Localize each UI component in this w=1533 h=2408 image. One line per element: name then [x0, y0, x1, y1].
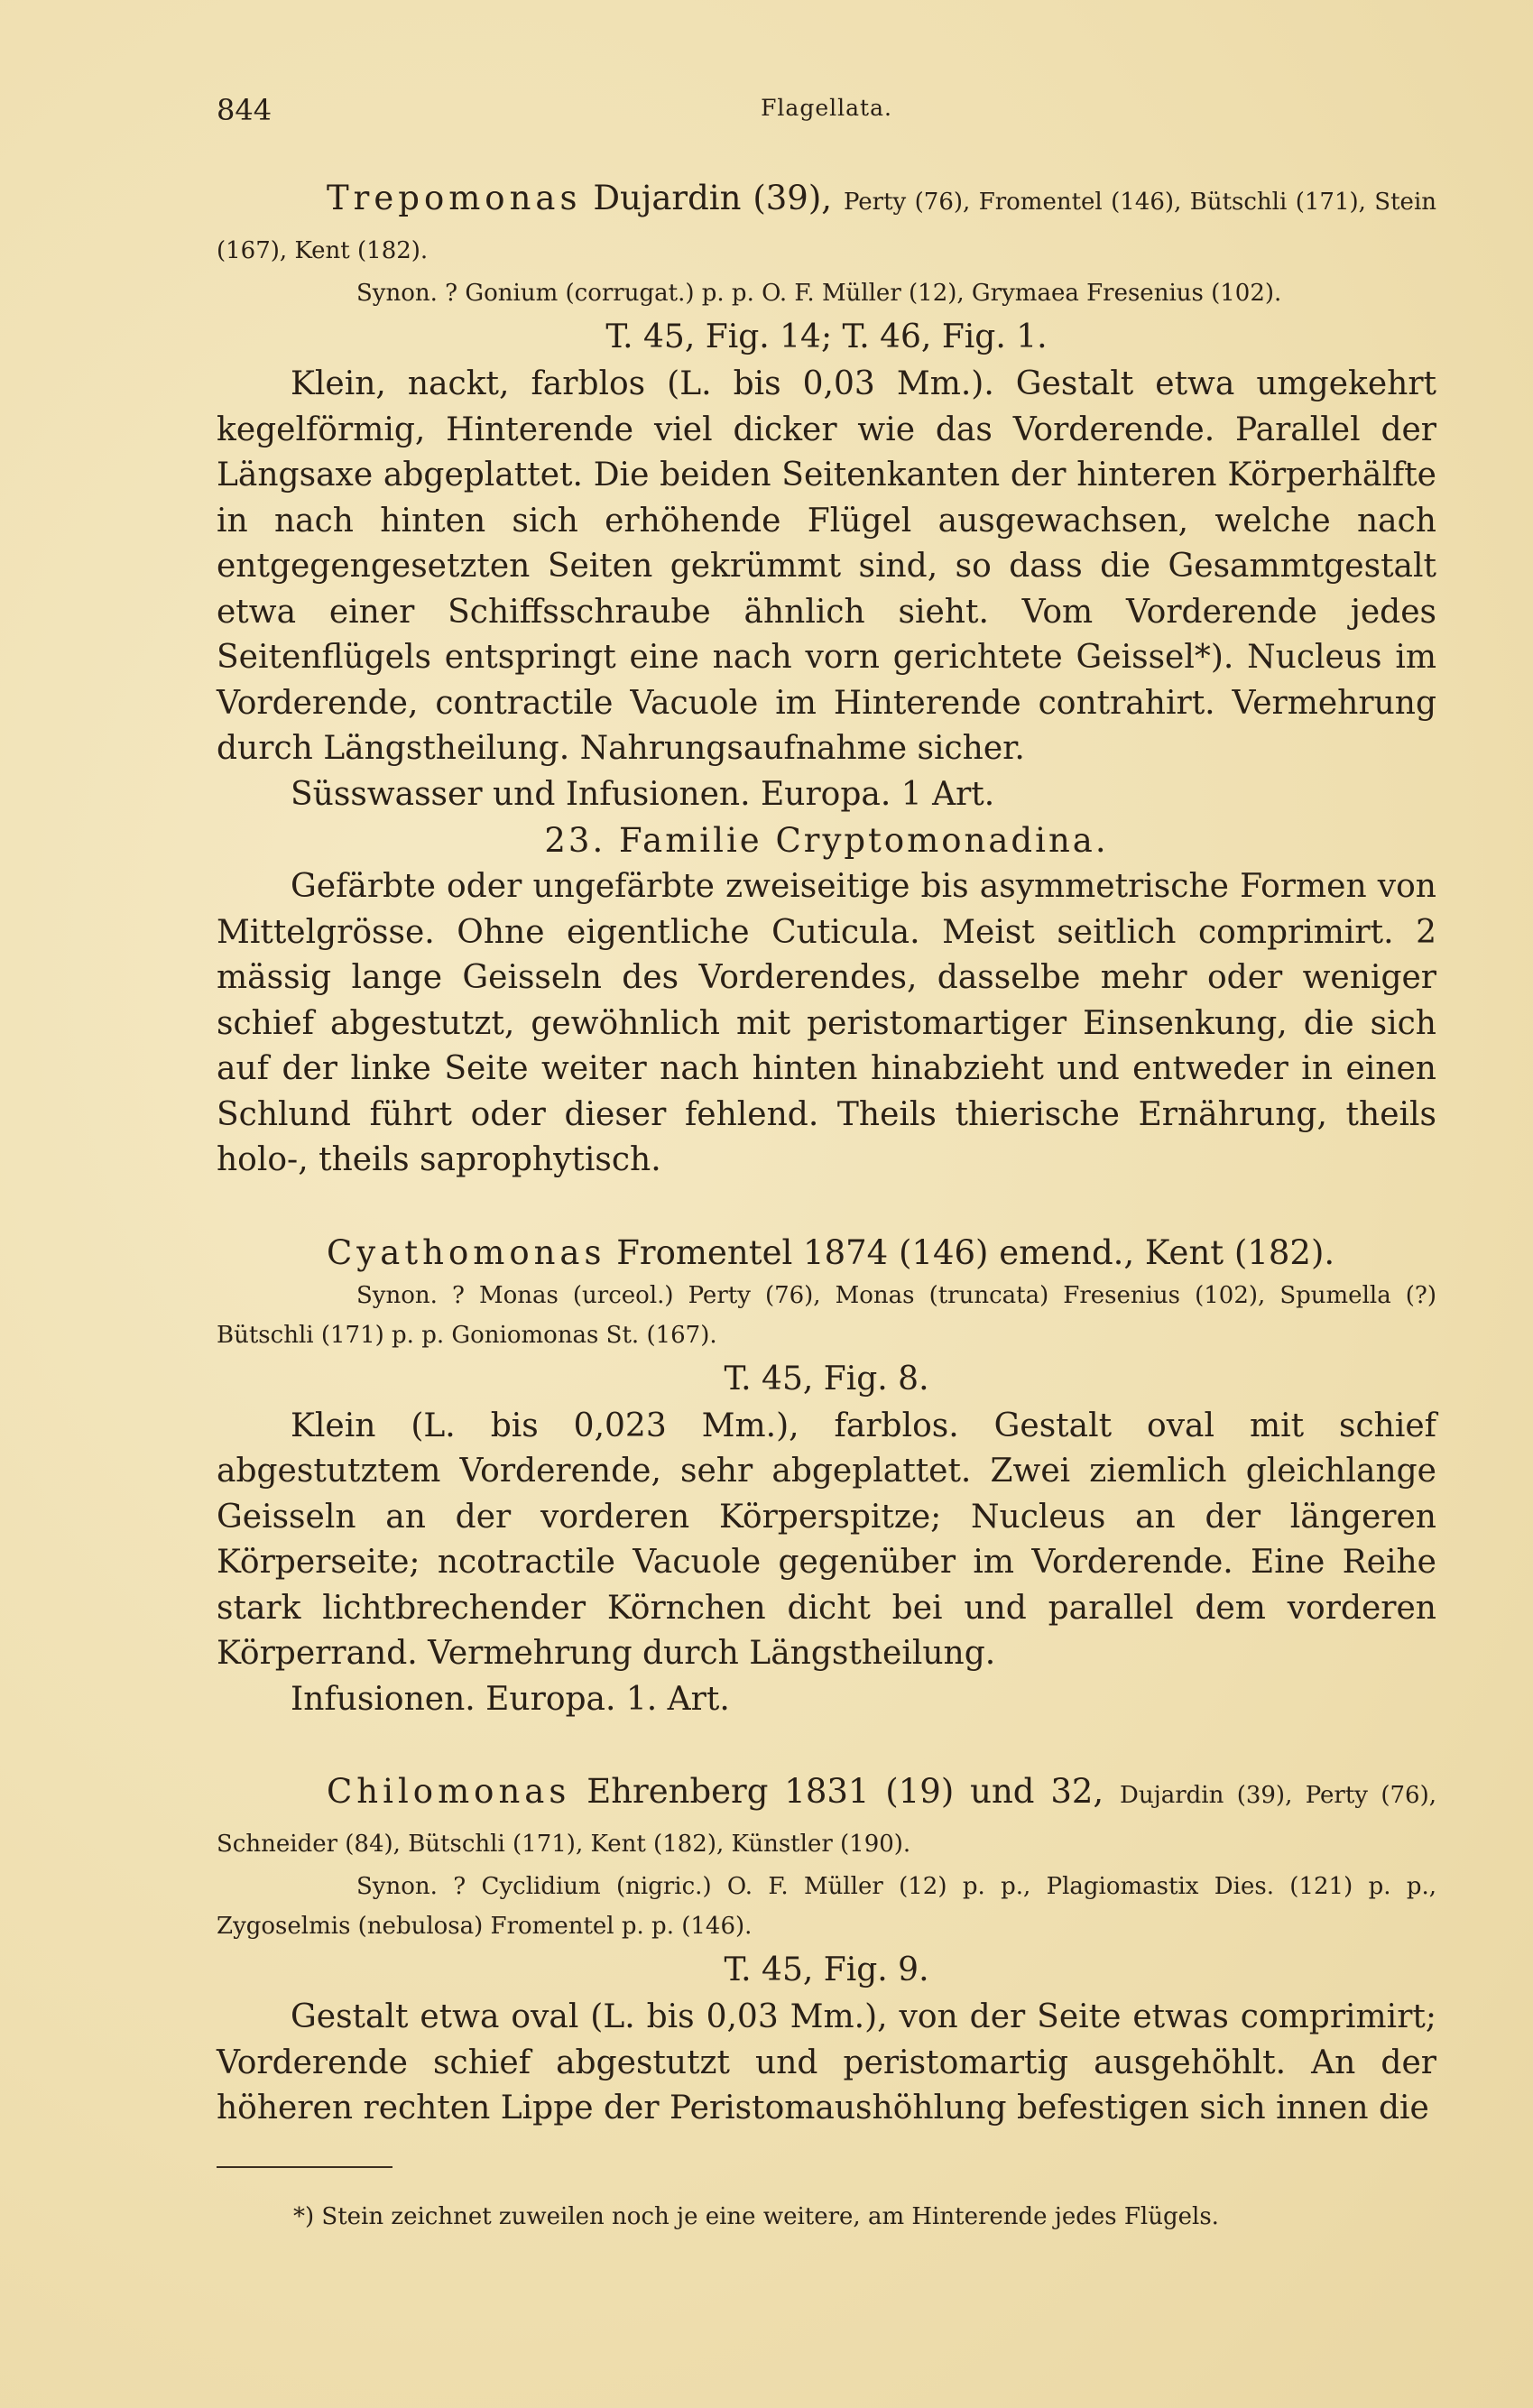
page: [217, 86, 1436, 2233]
genus-author: Ehrenberg 1831 (19) und 32,: [586, 1772, 1104, 1811]
habitat: Süsswasser und Infusionen. Europa. 1 Art.: [291, 775, 995, 813]
genus-heading: [217, 176, 1436, 273]
figure-reference: T. 45, Fig. 8.: [724, 1360, 929, 1398]
running-head: Flagellata.: [761, 95, 892, 121]
page-header: [217, 86, 1436, 140]
genus-name: Trepomonas: [327, 179, 582, 217]
page-number: 844: [217, 93, 272, 127]
family-cryptomonadina: [217, 817, 1436, 1184]
genus-description: Gestalt etwa oval (L. bis 0,03 Mm.), von der Seite etwas comprimirt; Vorderende schief abgestutzt und peristomartig ausgehöhlt. An der höheren rechten Lippe der Peristomaushöhlung befestigen sich innen die: [217, 1998, 1436, 2127]
genus-description: Klein (L. bis 0,023 Mm.), farblos. Gestalt oval mit schief abgestutztem Vorderende, sehr abgeplattet. Zwei ziemlich gleichlange Geisseln an der vorderen Körperspitze; Nucleus an der längeren Körperseite; ncotractile Vacuole gegenüber im Vorderende. Eine Reihe stark lichtbrechender Körnchen dicht bei und parallel dem vorderen Körperrand. Vermehrung durch Längstheilung.: [217, 1407, 1436, 1672]
footnote-divider: [217, 2166, 392, 2168]
genus-name: Cyathomonas: [327, 1232, 606, 1272]
genus-references: Dujardin (39), Perty (76), Schneider (84), Bütschli (171), Kent (182), Künstler (190).: [217, 1782, 1436, 1858]
synonyms: Synon. ? Cyclidium (nigric.) O. F. Müller (12) p. p., Plagiomastix Dies. (121) p. p., Zygoselmis (nebulosa) Fromentel p. p. (146).: [217, 1873, 1436, 1940]
genus-author: Fromentel 1874 (146) emend., Kent (182).: [616, 1232, 1335, 1272]
genus-description: Klein, nackt, farblos (L. bis 0,03 Mm.). Gestalt etwa umgekehrt kegelförmig, Hinterende viel dicker wie das Vorderende. Parallel der Längsaxe abgeplattet. Die beiden Seitenkanten der hinteren Körperhälfte in nach hinten sich erhöhende Flügel ausgewachsen, welche nach entgegengesetzten Seiten gekrümmt sind, so dass die Gesammtgestalt etwa einer Schiffsschraube ähnlich sieht. Vom Vorderende jedes Seitenflügels entspringt eine nach vorn gerichtete Geissel*). Nucleus im Vorderende, contractile Vacuole im Hinterende contrahirt. Vermehrung durch Längstheilung. Nahrungsaufnahme sicher.: [217, 365, 1436, 767]
figure-reference: T. 45, Fig. 9.: [724, 1951, 929, 1988]
habitat: Infusionen. Europa. 1. Art.: [291, 1680, 730, 1718]
genus-chilomonas: [217, 1769, 1436, 2132]
genus-trepomonas: [217, 176, 1436, 817]
footnote: *) Stein zeichnet zuweilen noch je eine weitere, am Hinterende jedes Flügels.: [293, 2202, 1219, 2230]
genus-heading: [217, 1231, 1436, 1276]
genus-heading: [217, 1769, 1436, 1867]
synonyms: Synon. ? Gonium (corrugat.) p. p. O. F. Müller (12), Grymaea Fresenius (102).: [356, 280, 1282, 307]
figure-reference: T. 45, Fig. 14; T. 46, Fig. 1.: [605, 318, 1048, 355]
genus-cyathomonas: [217, 1231, 1436, 1723]
genus-name: Chilomonas: [327, 1772, 571, 1811]
synonyms: Synon. ? Monas (urceol.) Perty (76), Monas (truncata) Fresenius (102), Spumella (?) Bütschli (171) p. p. Goniomonas St. (167).: [217, 1281, 1436, 1349]
genus-author: Dujardin (39),: [593, 179, 833, 217]
genus-references: Perty (76), Fromentel (146), Bütschli (171), Stein (167), Kent (182).: [217, 189, 1437, 264]
family-description: Gefärbte oder ungefärbte zweiseitige bis asymmetrische Formen von Mittelgrösse. Ohne eigentliche Cuticula. Meist seitlich comprimirt. 2 mässig lange Geisseln des Vorderendes, dasselbe mehr oder weniger schief abgestutzt, gewöhnlich mit peristomartiger Einsenkung, die sich auf der linke Seite weiter nach hinten hinabzieht und entweder in einen Schlund führt oder dieser fehlend. Theils thierische Ernährung, theils holo-, theils saprophytisch.: [217, 868, 1436, 1178]
family-title: 23. Familie Cryptomonadina.: [544, 821, 1109, 860]
